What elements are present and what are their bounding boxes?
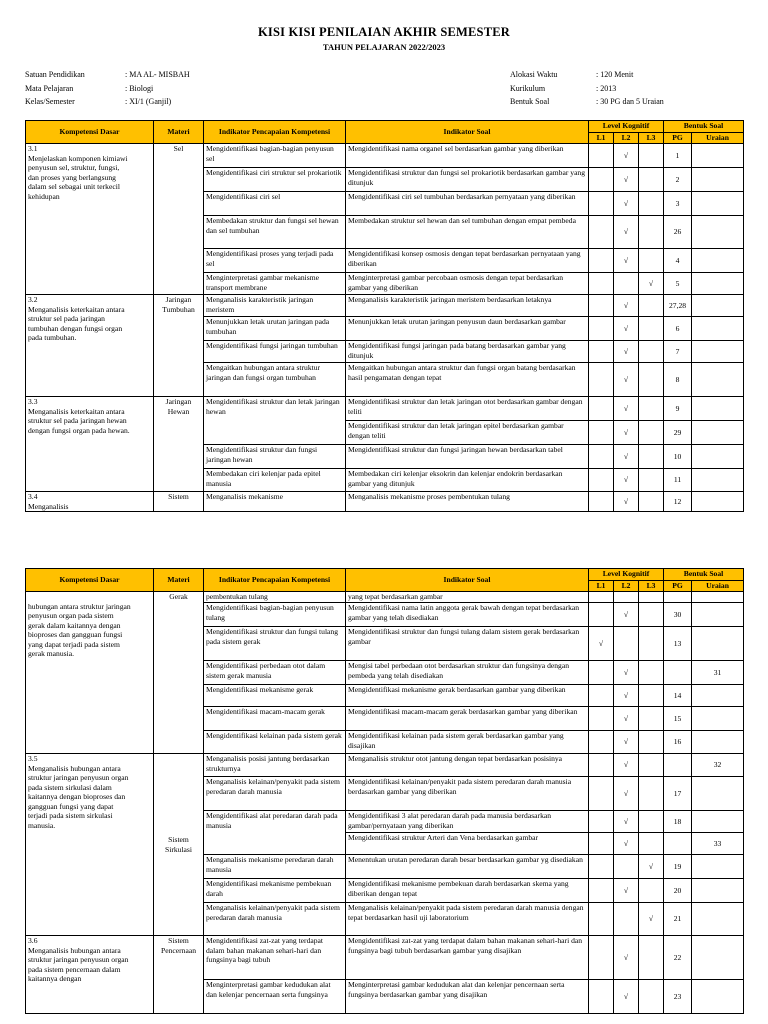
uraian-cell <box>692 317 744 341</box>
is-cell: Menganalisis struktur otot jantung dengan tepat berdasarkan posisinya <box>346 754 589 777</box>
uraian-cell <box>692 363 744 397</box>
kisi-table-page-1 <box>25 120 744 512</box>
kd-number: 3.4 <box>28 492 38 501</box>
pg-cell: 11 <box>664 469 692 492</box>
uraian-cell <box>692 295 744 317</box>
meta-value: : Biologi <box>125 83 154 93</box>
kd-number: 3.1 <box>28 144 38 153</box>
kd-cell <box>26 936 154 1014</box>
l3-cell <box>639 879 664 903</box>
pg-cell: 8 <box>664 363 692 397</box>
l3-cell <box>639 707 664 731</box>
l3-cell <box>639 592 664 603</box>
l2-cell: √ <box>614 731 639 754</box>
l3-cell <box>639 469 664 492</box>
pg-cell: 9 <box>664 397 692 421</box>
l1-cell <box>589 144 614 168</box>
pg-cell: 1 <box>664 144 692 168</box>
uraian-cell <box>692 249 744 273</box>
materi-cell: Sistem <box>154 492 204 512</box>
identity-block-left <box>25 68 190 109</box>
uraian-cell: 33 <box>692 833 744 855</box>
l1-cell <box>589 707 614 731</box>
kd-text: Menganalisis hubungan antara struktur jaringan penyusun organ pada sistem sirkulasi dalam kaitannya dengan bioproses dan gangguan fungsi yang dapat terjadi pada sistem sirkulasi manusia. <box>28 763 129 830</box>
l2-cell: √ <box>614 879 639 903</box>
l1-cell <box>589 168 614 192</box>
l2-cell <box>614 855 639 879</box>
l3-cell <box>639 421 664 445</box>
ipk-cell: Menganalisis kelainan/penyakit pada sistem peredaran darah manusia <box>204 777 346 811</box>
meta-row <box>510 95 664 109</box>
header-l2: L2 <box>614 133 639 144</box>
l3-cell <box>639 363 664 397</box>
pg-cell: 13 <box>664 627 692 661</box>
ipk-cell: Mengidentifikasi kelainan pada sistem gerak <box>204 731 346 754</box>
l2-cell: √ <box>614 833 639 855</box>
kd-text: Menganalisis hubungan antara struktur jaringan penyusun organ pada sistem pencernaan dalam kaitannya dengan <box>28 945 129 983</box>
ipk-cell: Menginterpretasi gambar mekanisme transport membrane <box>204 273 346 295</box>
is-cell: Menunjukkan letak urutan jaringan penyusun daun berdasarkan gambar <box>346 317 589 341</box>
kd-cell <box>26 492 154 512</box>
pg-cell: 5 <box>664 273 692 295</box>
l3-cell <box>639 980 664 1014</box>
l1-cell <box>589 833 614 855</box>
l2-cell: √ <box>614 936 639 980</box>
l3-cell <box>639 168 664 192</box>
meta-row <box>25 95 190 109</box>
kd-cell <box>26 592 154 754</box>
ipk-cell: Menunjukkan letak urutan jaringan pada tumbuhan <box>204 317 346 341</box>
is-cell: Mengidentifikasi mekanisme pembekuan darah berdasarkan skema yang diberikan dengan tepat <box>346 879 589 903</box>
l3-cell: √ <box>639 273 664 295</box>
is-cell: Mengidentifikasi zat-zat yang terdapat dalam bahan makanan sehari-hari dan fungsinya bagi tubuh berdasarkan gambar yang disajikan <box>346 936 589 980</box>
uraian-cell: 32 <box>692 754 744 777</box>
header-uraian: Uraian <box>692 133 744 144</box>
uraian-cell <box>692 879 744 903</box>
meta-key: Satuan Pendidikan <box>25 70 85 79</box>
materi-cell: Jaringan Hewan <box>154 397 204 492</box>
l1-cell <box>589 397 614 421</box>
kd-cell <box>26 397 154 492</box>
l2-cell: √ <box>614 754 639 777</box>
l1-cell <box>589 363 614 397</box>
l1-cell: √ <box>589 627 614 661</box>
pg-cell: 23 <box>664 980 692 1014</box>
table-row <box>26 144 744 168</box>
ipk-cell: Mengidentifikasi struktur dan fungsi tulang pada sistem gerak <box>204 627 346 661</box>
ipk-cell: Mengidentifikasi struktur dan letak jaringan hewan <box>204 397 346 445</box>
is-cell: Mengidentifikasi struktur dan letak jaringan epitel berdasarkan gambar dengan teliti <box>346 421 589 445</box>
l1-cell <box>589 469 614 492</box>
header-bentuk-soal: Bentuk Soal <box>664 121 744 133</box>
l1-cell <box>589 855 614 879</box>
kd-text: Menganalisis keterkaitan antara struktur sel pada jaringan tumbuhan dengan fungsi organ pada tumbuhan. <box>28 304 125 342</box>
pg-cell: 10 <box>664 445 692 469</box>
is-cell: Mengidentifikasi kelainan/penyakit pada sistem peredaran darah manusia berdasarkan gambar yang diberikan <box>346 777 589 811</box>
uraian-cell <box>692 192 744 216</box>
uraian-cell <box>692 397 744 421</box>
pg-cell: 22 <box>664 936 692 980</box>
is-cell: yang tepat berdasarkan gambar <box>346 592 589 603</box>
is-cell: Menganalisis karakteristik jaringan meristem berdasarkan letaknya <box>346 295 589 317</box>
header-materi: Materi <box>154 569 204 592</box>
l1-cell <box>589 421 614 445</box>
l1-cell <box>589 936 614 980</box>
meta-row <box>510 68 664 82</box>
ipk-cell: Menganalisis kelainan/penyakit pada sistem peredaran darah manusia <box>204 903 346 936</box>
kd-number: 3.6 <box>28 936 38 945</box>
header-uraian: Uraian <box>692 581 744 592</box>
pg-cell <box>664 754 692 777</box>
l1-cell <box>589 603 614 627</box>
table-body <box>26 592 744 1014</box>
is-cell: Mengidentifikasi ciri sel tumbuhan berdasarkan pernyataan yang diberikan <box>346 192 589 216</box>
table-row <box>26 592 744 603</box>
ipk-cell: Menganalisis karakteristik jaringan meristem <box>204 295 346 317</box>
l2-cell: √ <box>614 168 639 192</box>
header-materi: Materi <box>154 121 204 144</box>
identity-block-right <box>510 68 664 109</box>
l3-cell <box>639 754 664 777</box>
l1-cell <box>589 445 614 469</box>
table-row <box>26 936 744 980</box>
meta-value: : 2013 <box>596 83 617 93</box>
uraian-cell <box>692 168 744 192</box>
kisi-table-page-2 <box>25 568 744 1014</box>
header-l2: L2 <box>614 581 639 592</box>
kd-cell <box>26 754 154 936</box>
header-indikator-pencapaian: Indikator Pencapaian Kompetensi <box>204 569 346 592</box>
kd-number: 3.5 <box>28 754 38 763</box>
is-cell: Membedakan ciri kelenjar eksokrin dan kelenjar endokrin berdasarkan gambar yang ditunjuk <box>346 469 589 492</box>
l2-cell: √ <box>614 811 639 833</box>
is-cell: Menganalisis mekanisme proses pembentukan tulang <box>346 492 589 512</box>
meta-value: : XI/1 (Ganjil) <box>125 97 172 106</box>
pg-cell <box>664 661 692 685</box>
l3-cell <box>639 397 664 421</box>
ipk-cell: Mengidentifikasi bagian-bagian penyusun sel <box>204 144 346 168</box>
ipk-cell: Mengidentifikasi mekanisme pembekuan darah <box>204 879 346 903</box>
pg-cell: 4 <box>664 249 692 273</box>
is-cell: Mengidentifikasi struktur dan letak jaringan otot berdasarkan gambar dengan teliti <box>346 397 589 421</box>
l2-cell: √ <box>614 192 639 216</box>
uraian-cell <box>692 707 744 731</box>
l3-cell <box>639 811 664 833</box>
l2-cell: √ <box>614 603 639 627</box>
header-level-kognitif: Level Kognitif <box>589 569 664 581</box>
is-cell: Membedakan struktur sel hewan dan sel tumbuhan dengan empat pembeda <box>346 216 589 249</box>
l3-cell <box>639 317 664 341</box>
l2-cell: √ <box>614 777 639 811</box>
kd-text: hubungan antara struktur jaringan penyusun organ pada sistem gerak dalam kaitannya dengan bioproses dan gangguan fungsi yang dapat terjadi pada sistem gerak manusia. <box>28 601 131 658</box>
l1-cell <box>589 754 614 777</box>
uraian-cell <box>692 603 744 627</box>
pg-cell: 18 <box>664 811 692 833</box>
l2-cell <box>614 273 639 295</box>
l1-cell <box>589 317 614 341</box>
pg-cell <box>664 833 692 855</box>
ipk-cell: Mengidentifikasi ciri struktur sel prokariotik <box>204 168 346 192</box>
uraian-cell <box>692 341 744 363</box>
header-l1: L1 <box>589 581 614 592</box>
ipk-cell: Mengidentifikasi alat peredaran darah pada manusia <box>204 811 346 855</box>
l1-cell <box>589 661 614 685</box>
l2-cell: √ <box>614 685 639 707</box>
l2-cell: √ <box>614 363 639 397</box>
table-row <box>26 754 744 777</box>
pg-cell: 21 <box>664 903 692 936</box>
table-row <box>26 492 744 512</box>
meta-key: Alokasi Waktu <box>510 70 558 79</box>
l2-cell <box>614 592 639 603</box>
uraian-cell: 31 <box>692 661 744 685</box>
l2-cell: √ <box>614 341 639 363</box>
l1-cell <box>589 192 614 216</box>
uraian-cell <box>692 421 744 445</box>
l3-cell <box>639 661 664 685</box>
l2-cell: √ <box>614 492 639 512</box>
page-subtitle: TAHUN PELAJARAN 2022/2023 <box>322 42 446 52</box>
l2-cell: √ <box>614 249 639 273</box>
pg-cell <box>664 592 692 603</box>
meta-value: : 30 PG dan 5 Uraian <box>596 97 664 106</box>
kd-number: 3.3 <box>28 397 38 406</box>
l2-cell: √ <box>614 295 639 317</box>
l3-cell <box>639 445 664 469</box>
l3-cell <box>639 603 664 627</box>
uraian-cell <box>692 811 744 833</box>
l2-cell: √ <box>614 216 639 249</box>
l2-cell: √ <box>614 317 639 341</box>
header-indikator-soal: Indikator Soal <box>346 121 589 144</box>
pg-cell: 30 <box>664 603 692 627</box>
header-kompetensi-dasar: Kompetensi Dasar <box>26 569 154 592</box>
table-row <box>26 397 744 421</box>
is-cell: Mengidentifikasi mekanisme gerak berdasarkan gambar yang diberikan <box>346 685 589 707</box>
l3-cell <box>639 492 664 512</box>
l1-cell <box>589 903 614 936</box>
ipk-cell: Mengidentifikasi perbedaan otot dalam sistem gerak manusia <box>204 661 346 685</box>
ipk-cell: pembentukan tulang <box>204 592 346 603</box>
ipk-cell: Mengidentifikasi zat-zat yang terdapat dalam bahan makanan sehari-hari dan fungsinya bagi tubuh <box>204 936 346 980</box>
l3-cell: √ <box>639 855 664 879</box>
is-cell: Mengidentifikasi nama organel sel berdasarkan gambar yang diberikan <box>346 144 589 168</box>
meta-row <box>25 82 190 96</box>
header-pg: PG <box>664 133 692 144</box>
l1-cell <box>589 341 614 363</box>
uraian-cell <box>692 144 744 168</box>
l1-cell <box>589 492 614 512</box>
kd-cell <box>26 144 154 295</box>
meta-value: : MA AL- MISBAH <box>125 70 190 79</box>
pg-cell: 7 <box>664 341 692 363</box>
l2-cell: √ <box>614 469 639 492</box>
meta-key: Bentuk Soal <box>510 97 550 106</box>
l2-cell: √ <box>614 661 639 685</box>
l1-cell <box>589 879 614 903</box>
l3-cell <box>639 936 664 980</box>
l2-cell <box>614 627 639 661</box>
l1-cell <box>589 777 614 811</box>
l1-cell <box>589 295 614 317</box>
ipk-cell: Mengidentifikasi proses yang terjadi pada sel <box>204 249 346 273</box>
pg-cell: 15 <box>664 707 692 731</box>
ipk-cell: Menganalisis mekanisme <box>204 492 346 512</box>
l2-cell <box>614 903 639 936</box>
ipk-cell: Membedakan struktur dan fungsi sel hewan dan sel tumbuhan <box>204 216 346 249</box>
meta-key: Kurikulum <box>510 83 546 93</box>
is-cell: Menentukan urutan peredaran darah besar berdasarkan gambar yg disediakan <box>346 855 589 879</box>
meta-key: Kelas/Semester <box>25 97 75 106</box>
kd-text: Menganalisis <box>28 501 69 511</box>
is-cell: Mengidentifikasi macam-macam gerak berdasarkan gambar yang diberikan <box>346 707 589 731</box>
is-cell: Menganalisis kelainan/penyakit pada sistem peredaran darah manusia dengan tepat berdasarkan hasil uji laboratorium <box>346 903 589 936</box>
l3-cell <box>639 341 664 363</box>
table-row <box>26 295 744 317</box>
ipk-cell: Membedakan ciri kelenjar pada epitel manusia <box>204 469 346 492</box>
uraian-cell <box>692 216 744 249</box>
pg-cell: 26 <box>664 216 692 249</box>
materi-cell: Sistem Pencernaan <box>154 936 204 1014</box>
meta-value: : 120 Menit <box>596 70 634 79</box>
kd-cell <box>26 295 154 397</box>
uraian-cell <box>692 731 744 754</box>
is-cell: Mengidentifikasi konsep osmosis dengan tepat berdasarkan pernyataan yang diberikan <box>346 249 589 273</box>
ipk-cell: Menganalisis mekanisme peredaran darah manusia <box>204 855 346 879</box>
l3-cell <box>639 192 664 216</box>
meta-key: Mata Pelajaran <box>25 83 74 93</box>
header-l1: L1 <box>589 133 614 144</box>
ipk-cell: Mengidentifikasi fungsi jaringan tumbuhan <box>204 341 346 363</box>
is-cell: Mengaitkan hubungan antara struktur dan fungsi organ batang berdasarkan hasil pengamatan dengan tepat <box>346 363 589 397</box>
header-bentuk-soal: Bentuk Soal <box>664 569 744 581</box>
ipk-cell: Mengidentifikasi struktur dan fungsi jaringan hewan <box>204 445 346 469</box>
is-cell: Mengidentifikasi kelainan pada sistem gerak berdasarkan gambar yang disajikan <box>346 731 589 754</box>
uraian-cell <box>692 855 744 879</box>
pg-cell: 29 <box>664 421 692 445</box>
l3-cell <box>639 216 664 249</box>
l2-cell: √ <box>614 707 639 731</box>
is-cell: Mengidentifikasi nama latin anggota gerak bawah dengan tepat berdasarkan gambar yang telah disediakan <box>346 603 589 627</box>
pg-cell: 20 <box>664 879 692 903</box>
uraian-cell <box>692 273 744 295</box>
materi-cell: Sistem Sirkulasi <box>154 754 204 936</box>
ipk-cell: Mengaitkan hubungan antara struktur jaringan dan fungsi organ tumbuhan <box>204 363 346 397</box>
kd-text: Menjelaskan komponen kimiawi penyusun sel, struktur, fungsi, dan proses yang berlangsung dalam sel sebagai unit terkecil kehidupan <box>28 153 128 201</box>
is-cell: Mengidentifikasi fungsi jaringan pada batang berdasarkan gambar yang ditunjuk <box>346 341 589 363</box>
header-indikator-pencapaian: Indikator Pencapaian Kompetensi <box>204 121 346 144</box>
header-indikator-soal: Indikator Soal <box>346 569 589 592</box>
l3-cell <box>639 249 664 273</box>
materi-cell: Sel <box>154 144 204 295</box>
kd-number: 3.2 <box>28 295 38 304</box>
pg-cell: 14 <box>664 685 692 707</box>
ipk-cell: Mengidentifikasi ciri sel <box>204 192 346 216</box>
is-cell: Mengidentifikasi struktur Arteri dan Vena berdasarkan gambar <box>346 833 589 855</box>
header-pg: PG <box>664 581 692 592</box>
l3-cell <box>639 295 664 317</box>
header-l3: L3 <box>639 581 664 592</box>
l3-cell <box>639 777 664 811</box>
is-cell: Menginterpretasi gambar percobaan osmosis dengan tepat berdasarkan gambar yang diberikan <box>346 273 589 295</box>
pg-cell: 3 <box>664 192 692 216</box>
uraian-cell <box>692 627 744 661</box>
l1-cell <box>589 592 614 603</box>
ipk-cell: Mengidentifikasi macam-macam gerak <box>204 707 346 731</box>
l2-cell: √ <box>614 445 639 469</box>
uraian-cell <box>692 492 744 512</box>
pg-cell: 17 <box>664 777 692 811</box>
is-cell: Mengisi tabel perbedaan otot berdasarkan struktur dan fungsinya dengan pembeda yang telah disediakan <box>346 661 589 685</box>
uraian-cell <box>692 445 744 469</box>
l3-cell <box>639 627 664 661</box>
ipk-cell: Menganalisis posisi jantung berdasarkan strukturnya <box>204 754 346 777</box>
ipk-cell: Mengidentifikasi mekanisme gerak <box>204 685 346 707</box>
pg-cell: 16 <box>664 731 692 754</box>
page-title: KISI KISI PENILAIAN AKHIR SEMESTER <box>257 25 510 39</box>
uraian-cell <box>692 980 744 1014</box>
meta-row <box>510 82 664 96</box>
pg-cell: 27,28 <box>664 295 692 317</box>
l1-cell <box>589 731 614 754</box>
uraian-cell <box>692 936 744 980</box>
is-cell: Mengidentifikasi 3 alat peredaran darah pada manusia berdasarkan gambar/pernyataan yang diberikan <box>346 811 589 833</box>
table-body <box>26 144 744 512</box>
l3-cell: √ <box>639 903 664 936</box>
header-level-kognitif: Level Kognitif <box>589 121 664 133</box>
meta-row <box>25 68 190 82</box>
l1-cell <box>589 273 614 295</box>
l1-cell <box>589 980 614 1014</box>
materi-cell: Gerak <box>154 592 204 754</box>
l3-cell <box>639 144 664 168</box>
l2-cell: √ <box>614 397 639 421</box>
l1-cell <box>589 216 614 249</box>
kd-text: Menganalisis keterkaitan antara struktur sel pada jaringan hewan dengan fungsi organ pada hewan. <box>28 406 130 435</box>
pg-cell: 12 <box>664 492 692 512</box>
uraian-cell <box>692 592 744 603</box>
materi-cell: Jaringan Tumbuhan <box>154 295 204 397</box>
uraian-cell <box>692 469 744 492</box>
is-cell: Mengidentifikasi struktur dan fungsi sel prokariotik berdasarkan gambar yang ditunjuk <box>346 168 589 192</box>
pg-cell: 6 <box>664 317 692 341</box>
uraian-cell <box>692 903 744 936</box>
l1-cell <box>589 811 614 833</box>
pg-cell: 2 <box>664 168 692 192</box>
is-cell: Menginterpretasi gambar kedudukan alat dan kelenjar pencernaan serta fungsinya berdasarkan gambar yang disajikan <box>346 980 589 1014</box>
header-kompetensi-dasar: Kompetensi Dasar <box>26 121 154 144</box>
uraian-cell <box>692 685 744 707</box>
l3-cell <box>639 833 664 855</box>
is-cell: Mengidentifikasi struktur dan fungsi tulang dalam sistem gerak berdasarkan gambar <box>346 627 589 661</box>
uraian-cell <box>692 777 744 811</box>
l2-cell: √ <box>614 144 639 168</box>
l2-cell: √ <box>614 421 639 445</box>
l3-cell <box>639 731 664 754</box>
header-l3: L3 <box>639 133 664 144</box>
ipk-cell: Mengidentifikasi bagian-bagian penyusun tulang <box>204 603 346 627</box>
l1-cell <box>589 249 614 273</box>
is-cell: Mengidentifikasi struktur dan fungsi jaringan hewan berdasarkan tabel <box>346 445 589 469</box>
ipk-cell: Menginterpretasi gambar kedudukan alat dan kelenjar pencernaan serta fungsinya <box>204 980 346 1014</box>
l1-cell <box>589 685 614 707</box>
l2-cell: √ <box>614 980 639 1014</box>
pg-cell: 19 <box>664 855 692 879</box>
l3-cell <box>639 685 664 707</box>
